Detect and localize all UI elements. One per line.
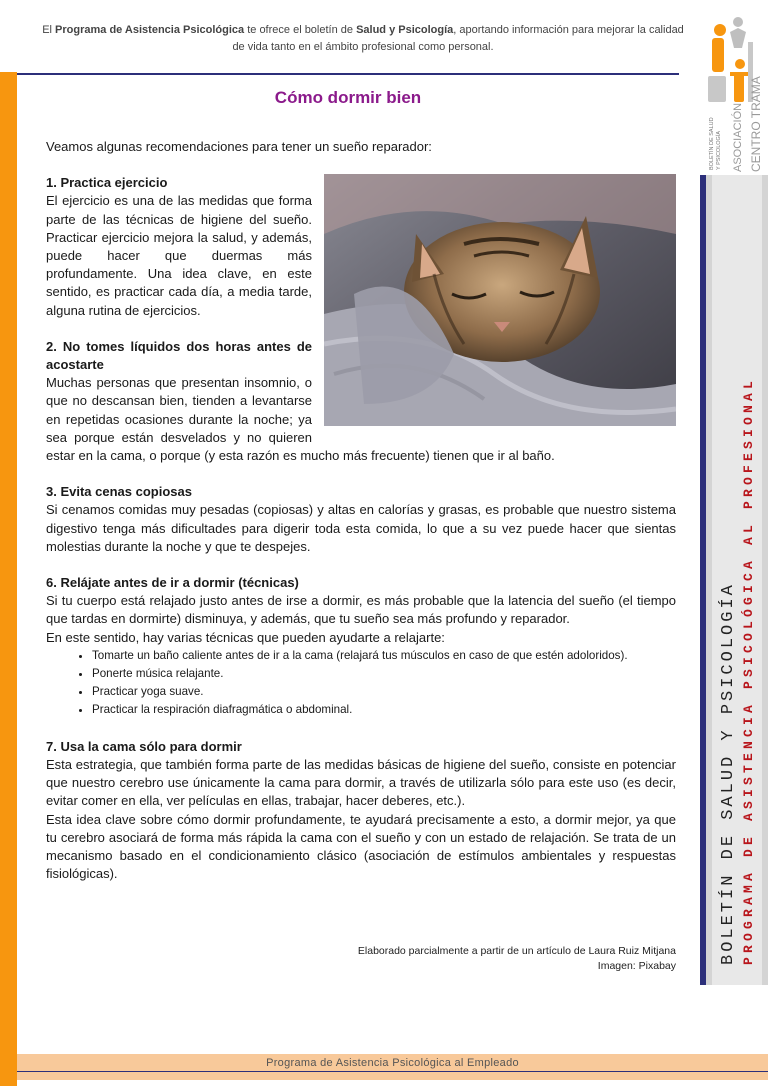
article-title: Cómo dormir bien: [274, 88, 422, 107]
section-1-body: El ejercicio es una de las medidas que forma parte de las técnicas de higiene del sueño. Practicar ejercicio mejora la salud, y además, puede hacer que duermas más profundamente. Una idea clave, en este sentido, es practicar cada día, a media tarde, alguna rutina de ejercicios.: [46, 193, 312, 318]
section-7-body-1: Esta estrategia, que también forma parte de las medidas básicas de higiene del sueño, consiste en potenciar que nuestro cerebro use únicamente la cama para dormir, a través de utilizarla sólo para este uso (es decir, evitar comer en ella, ver películas en ellas, trabajar, hacer deberes, etc.).: [46, 756, 676, 809]
header-mid: te ofrece el boletín de: [244, 24, 357, 36]
list-item: • Practicar yoga suave.: [92, 683, 676, 701]
intro-paragraph: Veamos algunas recomendaciones para tener un sueño reparador:: [46, 139, 432, 154]
section-2-body: Muchas personas que presentan insomnio, o que no descansan bien, tienden a levantarse en repetidas ocasiones durante la noche; ya sea porque están desvelados y no quieren estar en la cama, o porque (y esta razón es mucho más frecuente) tienen que ir al baño.: [46, 375, 555, 464]
section-3-body: Si cenamos comidas muy pesadas (copiosas) y altas en calorías y grasas, es probable que nuestro sistema digestivo tenga más dificultades para digerir toda esta comida, lo que a su vez puede hacer que sientas molestias durante la noche y que te despejes.: [46, 502, 676, 554]
section-7-heading: 7. Usa la cama sólo para dormir: [46, 738, 242, 754]
credits-image: Imagen: Pixabay: [597, 960, 676, 972]
header-post: , aportando información para mejorar la calidad de vida tanto en el ámbito profesional como personal.: [232, 24, 684, 53]
list-item: • Tomarte un baño caliente antes de ir a la cama (relajará tus músculos en caso de que estén adoloridos).: [92, 647, 676, 665]
section-1-heading: 1. Practica ejercicio: [46, 175, 168, 191]
article-body: [46, 138, 676, 883]
footer-divider: [17, 1071, 768, 1072]
logo-text-1: BOLETÍN DE SALUD: [709, 117, 715, 170]
logo-text-4: CENTRO TRAMA: [749, 76, 763, 172]
page-header: [40, 22, 686, 56]
logo-text-3: ASOCIACIÓN: [732, 102, 744, 172]
header-divider: [17, 73, 679, 75]
banner-subtitle: PROGRAMA DE ASISTENCIA PSICOLÓGICA AL PROFESIONAL: [741, 376, 756, 965]
credits-source: Elaborado parcialmente a partir de un artículo de Laura Ruiz Mitjana: [357, 945, 676, 957]
section-2-heading: 2. No tomes líquidos dos horas antes de acostarte: [46, 338, 312, 373]
header-bulletin: Salud y Psicología: [356, 24, 454, 36]
logo-text-2: Y PSICOLOGÍA: [716, 130, 722, 170]
header-pre: El: [42, 24, 56, 36]
list-item: • Practicar la respiración diafragmática o abdominal.: [92, 701, 676, 719]
centro-trama-logo: [700, 12, 768, 172]
article-credits: [300, 944, 676, 974]
banner-title: BOLETÍN DE SALUD Y PSICOLOGÍA: [719, 582, 738, 965]
section-3-heading: 3. Evita cenas copiosas: [46, 484, 192, 500]
section-7-body-2: Esta idea clave sobre cómo dormir profundamente, te ayudará precisamente a esto, a dormir mejor, ya que tu cerebro asociará de forma más rápida la cama con el sueño y con un estado de relajación. Se trata de un mecanismo basado en el condicionamiento clásico (asociación de estímulos ambientales y respuestas fisiológicas).: [46, 811, 676, 882]
relaxation-techniques-list: [46, 647, 676, 720]
section-6-heading: 6. Relájate antes de ir a dormir (técnicas): [46, 575, 299, 591]
section-6-body-1: Si tu cuerpo está relajado justo antes de irse a dormir, es más probable que la latencia del sueño (el tiempo que tardas en dormirte) disminuya, y además, que tu sueño sea más profundo y reparador.: [46, 593, 676, 627]
list-item: • Ponerte música relajante.: [92, 665, 676, 683]
sleeping-cat-photo: [324, 174, 676, 426]
section-6-body-2: En este sentido, hay varias técnicas que pueden ayudarte a relajarte:: [46, 629, 445, 645]
header-program: Programa de Asistencia Psicológica: [55, 24, 245, 36]
side-banner: [700, 175, 768, 985]
footer-text: Programa de Asistencia Psicológica al Empleado: [266, 1057, 519, 1069]
left-accent-bar: [0, 72, 17, 1086]
